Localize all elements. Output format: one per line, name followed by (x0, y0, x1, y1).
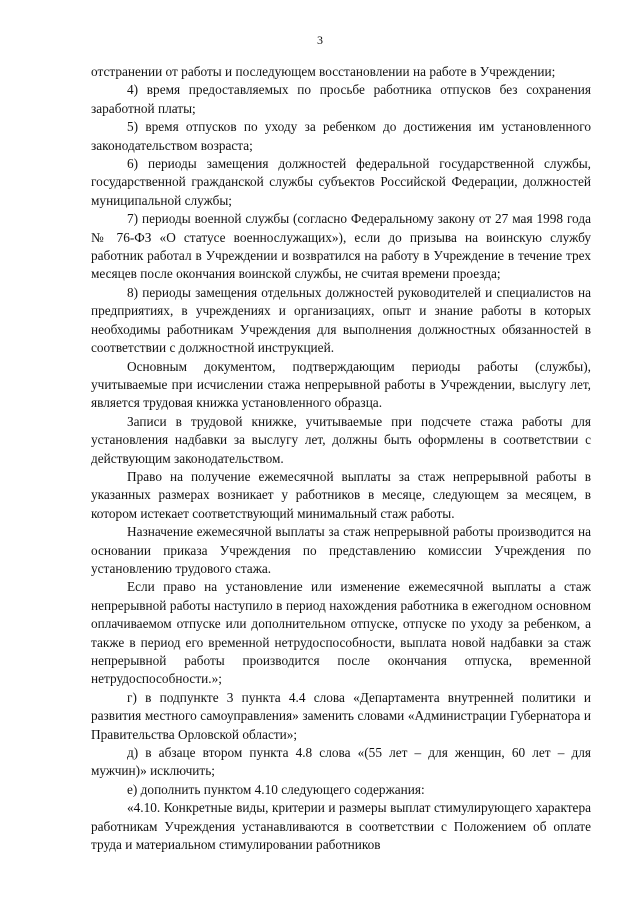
paragraph-item-6: 6) периоды замещения должностей федеральной государственной службы, государственной гражданской службы субъектов Российской Федерации, должностей муниципальной службы; (91, 156, 591, 208)
paragraph-item-8: 8) периоды замещения отдельных должностей руководителей и специалистов на предприятиях, в учреждениях и организациях, опыт и знание работы в которых необходимы работникам Учреждения для выполнения должностных обязанностей в соответствии с должностной инструкцией. (91, 284, 591, 356)
paragraph-change-during-leave: Если право на установление или изменение ежемесячной выплаты а стаж непрерывной работы наступило в период нахождения работника в ежегодном основном оплачиваемом отпуске или дополнительном отпуске, отпуске по уходу за ребенком, а также в период его временной нетрудоспособности, выплата новой надбавки за стаж непрерывной работы производится после окончания отпуска, временной нетрудоспособности.»; (91, 579, 591, 687)
paragraph-main-document: Основным документом, подтверждающим периоды работы (службы), учитываемые при исчислении стажа непрерывной работы в Учреждении, выслугу лет, является трудовая книжка установленного образца. (91, 358, 591, 411)
paragraph-records: Записи в трудовой книжке, учитываемые при подсчете стажа работы для установления надбавки за выслугу лет, должны быть оформлены в соответствии с действующим законодательством. (91, 413, 591, 466)
paragraph-continuation: отстранении от работы и последующем восстановлении на работе в Учреждении; (91, 64, 556, 79)
paragraph-item-e: е) дополнить пунктом 4.10 следующего содержания: (127, 781, 425, 797)
paragraph-point-4-10: «4.10. Конкретные виды, критерии и размеры выплат стимулирующего характера работникам Учреждения устанавливаются в соответствии с Положением об оплате труда и материальном стимулировании работников (91, 800, 591, 853)
paragraph-assignment: Назначение ежемесячной выплаты за стаж непрерывной работы производится на основании приказа Учреждения по представлению комиссии Учреждения по установлению трудового стажа. (91, 524, 591, 576)
paragraph-item-4: 4) время предоставляемых по просьбе работника отпусков без сохранения заработной платы; (91, 82, 591, 116)
paragraph-item-g: г) в подпункте 3 пункта 4.4 слова «Департамента внутренней политики и развития местного самоуправления» заменить словами «Администрации Губернатора и Правительства Орловской области»; (91, 689, 591, 742)
paragraph-item-7: 7) периоды военной службы (согласно Федеральному закону от 27 мая 1998 года № 76-ФЗ «О статусе военнослужащих»), если до призыва на воинскую службу работник работал в Учреждении и возвратился на работу в Учреждение в течение трех месяцев после окончания воинской службы, не считая времени проезда; (91, 211, 591, 282)
document-body (91, 63, 591, 854)
paragraph-right-to-payment: Право на получение ежемесячной выплаты за стаж непрерывной работы в указанных размерах возникает у работников в месяце, следующем за месяцем, в котором истекает соответствующий минимальный стаж работы. (91, 468, 591, 521)
paragraph-item-5: 5) время отпусков по уходу за ребенком до достижения им установленного законодательством возраста; (91, 119, 591, 153)
page-number: 3 (317, 33, 323, 47)
paragraph-item-d: д) в абзаце втором пункта 4.8 слова «(55 лет – для женщин, 60 лет – для мужчин)» исключить; (91, 745, 591, 779)
